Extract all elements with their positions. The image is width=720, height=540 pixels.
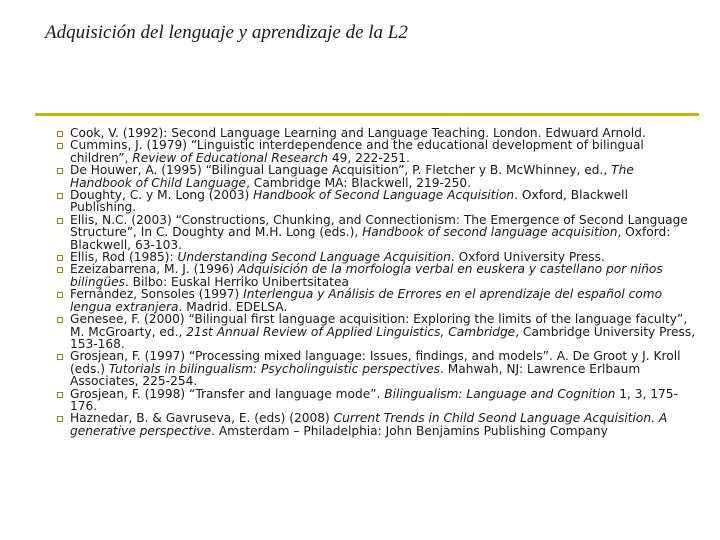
square-bullet-icon [57,354,63,360]
reference-text: Haznedar, B. & Gavruseva, E. (eds) (2008) [70,411,334,426]
reference-text: Genesee, F. (2000) “Bilingual first language acquisition: Exploring the limits of the language faculty”, M. McGroarty, ed., [70,312,688,339]
reference-item [57,288,697,313]
square-bullet-icon [57,131,63,137]
reference-text: Cummins, J. (1979) “Linguistic interdependence and the educational development of bilingual children”, [70,138,644,165]
reference-title: Understanding Second Language Acquisition [177,250,451,265]
reference-text: Ellis, N.C. (2003) “Constructions, Chunking, and Connectionism: The Emergence of Second Language Structure”, In C. Doughty and M.H. Long (eds.), [70,212,688,240]
reference-text: , Oxford: Blackwell, 63-103. [70,225,671,252]
reference-text: Ellis, Rod (1985): [70,250,178,265]
title-divider [35,113,699,116]
reference-title: 21st Annual Review of Applied Linguistics, Cambridge [186,324,516,339]
reference-text: , Cambridge MA: Blackwell, 219-250. [246,175,472,190]
reference-text: Ezeizabarrena, M. J. (1996) [70,262,239,277]
reference-title: Handbook of Second Language Acquisition [253,188,515,203]
reference-item [57,388,697,413]
square-bullet-icon [57,416,63,422]
reference-item [57,214,697,251]
reference-item [57,412,697,437]
square-bullet-icon [57,193,63,199]
square-bullet-icon [57,392,63,398]
reference-item [57,313,697,350]
reference-text: . Oxford University Press. [450,250,605,265]
reference-item [57,350,697,387]
reference-text: Grosjean, F. (1997) “Processing mixed language: Issues, findings, and models”. A. De Groot y J. Kroll (eds.) [70,349,681,376]
reference-title: Tutorials in bilingualism: Psycholinguistic perspectives [108,361,440,376]
reference-title: Handbook of second language acquisition [362,225,618,240]
reference-text: Grosjean, F. (1998) “Transfer and language mode”. [70,386,385,401]
reference-item [57,263,697,288]
reference-title: Bilingualism: Language and Cognition [384,386,616,401]
square-bullet-icon [57,317,63,323]
reference-text: . Amsterdam – Philadelphia: John Benjamins Publishing Company [211,423,608,438]
reference-text: , Cambridge University Press, 153-168. [70,324,696,351]
reference-item [57,189,697,214]
reference-title: Interlengua y Análisis de Errores en el aprendizaje del español como lengua extranjera [70,287,663,314]
square-bullet-icon [57,143,63,149]
square-bullet-icon [57,292,63,298]
reference-text: 49, 222-251. [327,150,410,165]
reference-list [57,127,697,437]
reference-item [57,164,697,189]
square-bullet-icon [57,255,63,261]
reference-text: Fernández, Sonsoles (1997) [70,287,244,302]
reference-text: . Mahwah, NJ: Lawrence Erlbaum Associates, 225-254. [70,361,641,389]
reference-text: Doughty, C. y M. Long (2003) [70,188,254,203]
reference-title: Adquisición de la morfología verbal en euskera y castellano por niños bilingües [70,262,663,289]
square-bullet-icon [57,168,63,174]
reference-text: . Bilbo: Euskal Herriko Unibertsitatea [124,274,349,289]
reference-text: . Madrid. EDELSA. [178,299,288,314]
reference-item [57,139,697,164]
reference-text: . Oxford, Blackwell Publishing. [70,188,628,215]
reference-text: 1, 3, 175-176. [70,386,678,413]
reference-text: De Houwer, A. (1995) “Bilingual Language Acquisition”, P. Fletcher y B. McWhinney, ed., [70,163,612,178]
reference-title: Current Trends in Child Seond Language Acquisition. A generative perspective [70,411,668,438]
reference-title: The Handbook of Child Language [70,163,634,190]
square-bullet-icon [57,218,63,224]
reference-title: Review of Educational Research [132,150,328,165]
slide-title: Adquisición del lenguaje y aprendizaje de la L2 [45,22,408,43]
reference-text: Cook, V. (1992): Second Language Learning and Language Teaching. London. Edwuard Arnold. [70,126,646,140]
square-bullet-icon [57,267,63,273]
